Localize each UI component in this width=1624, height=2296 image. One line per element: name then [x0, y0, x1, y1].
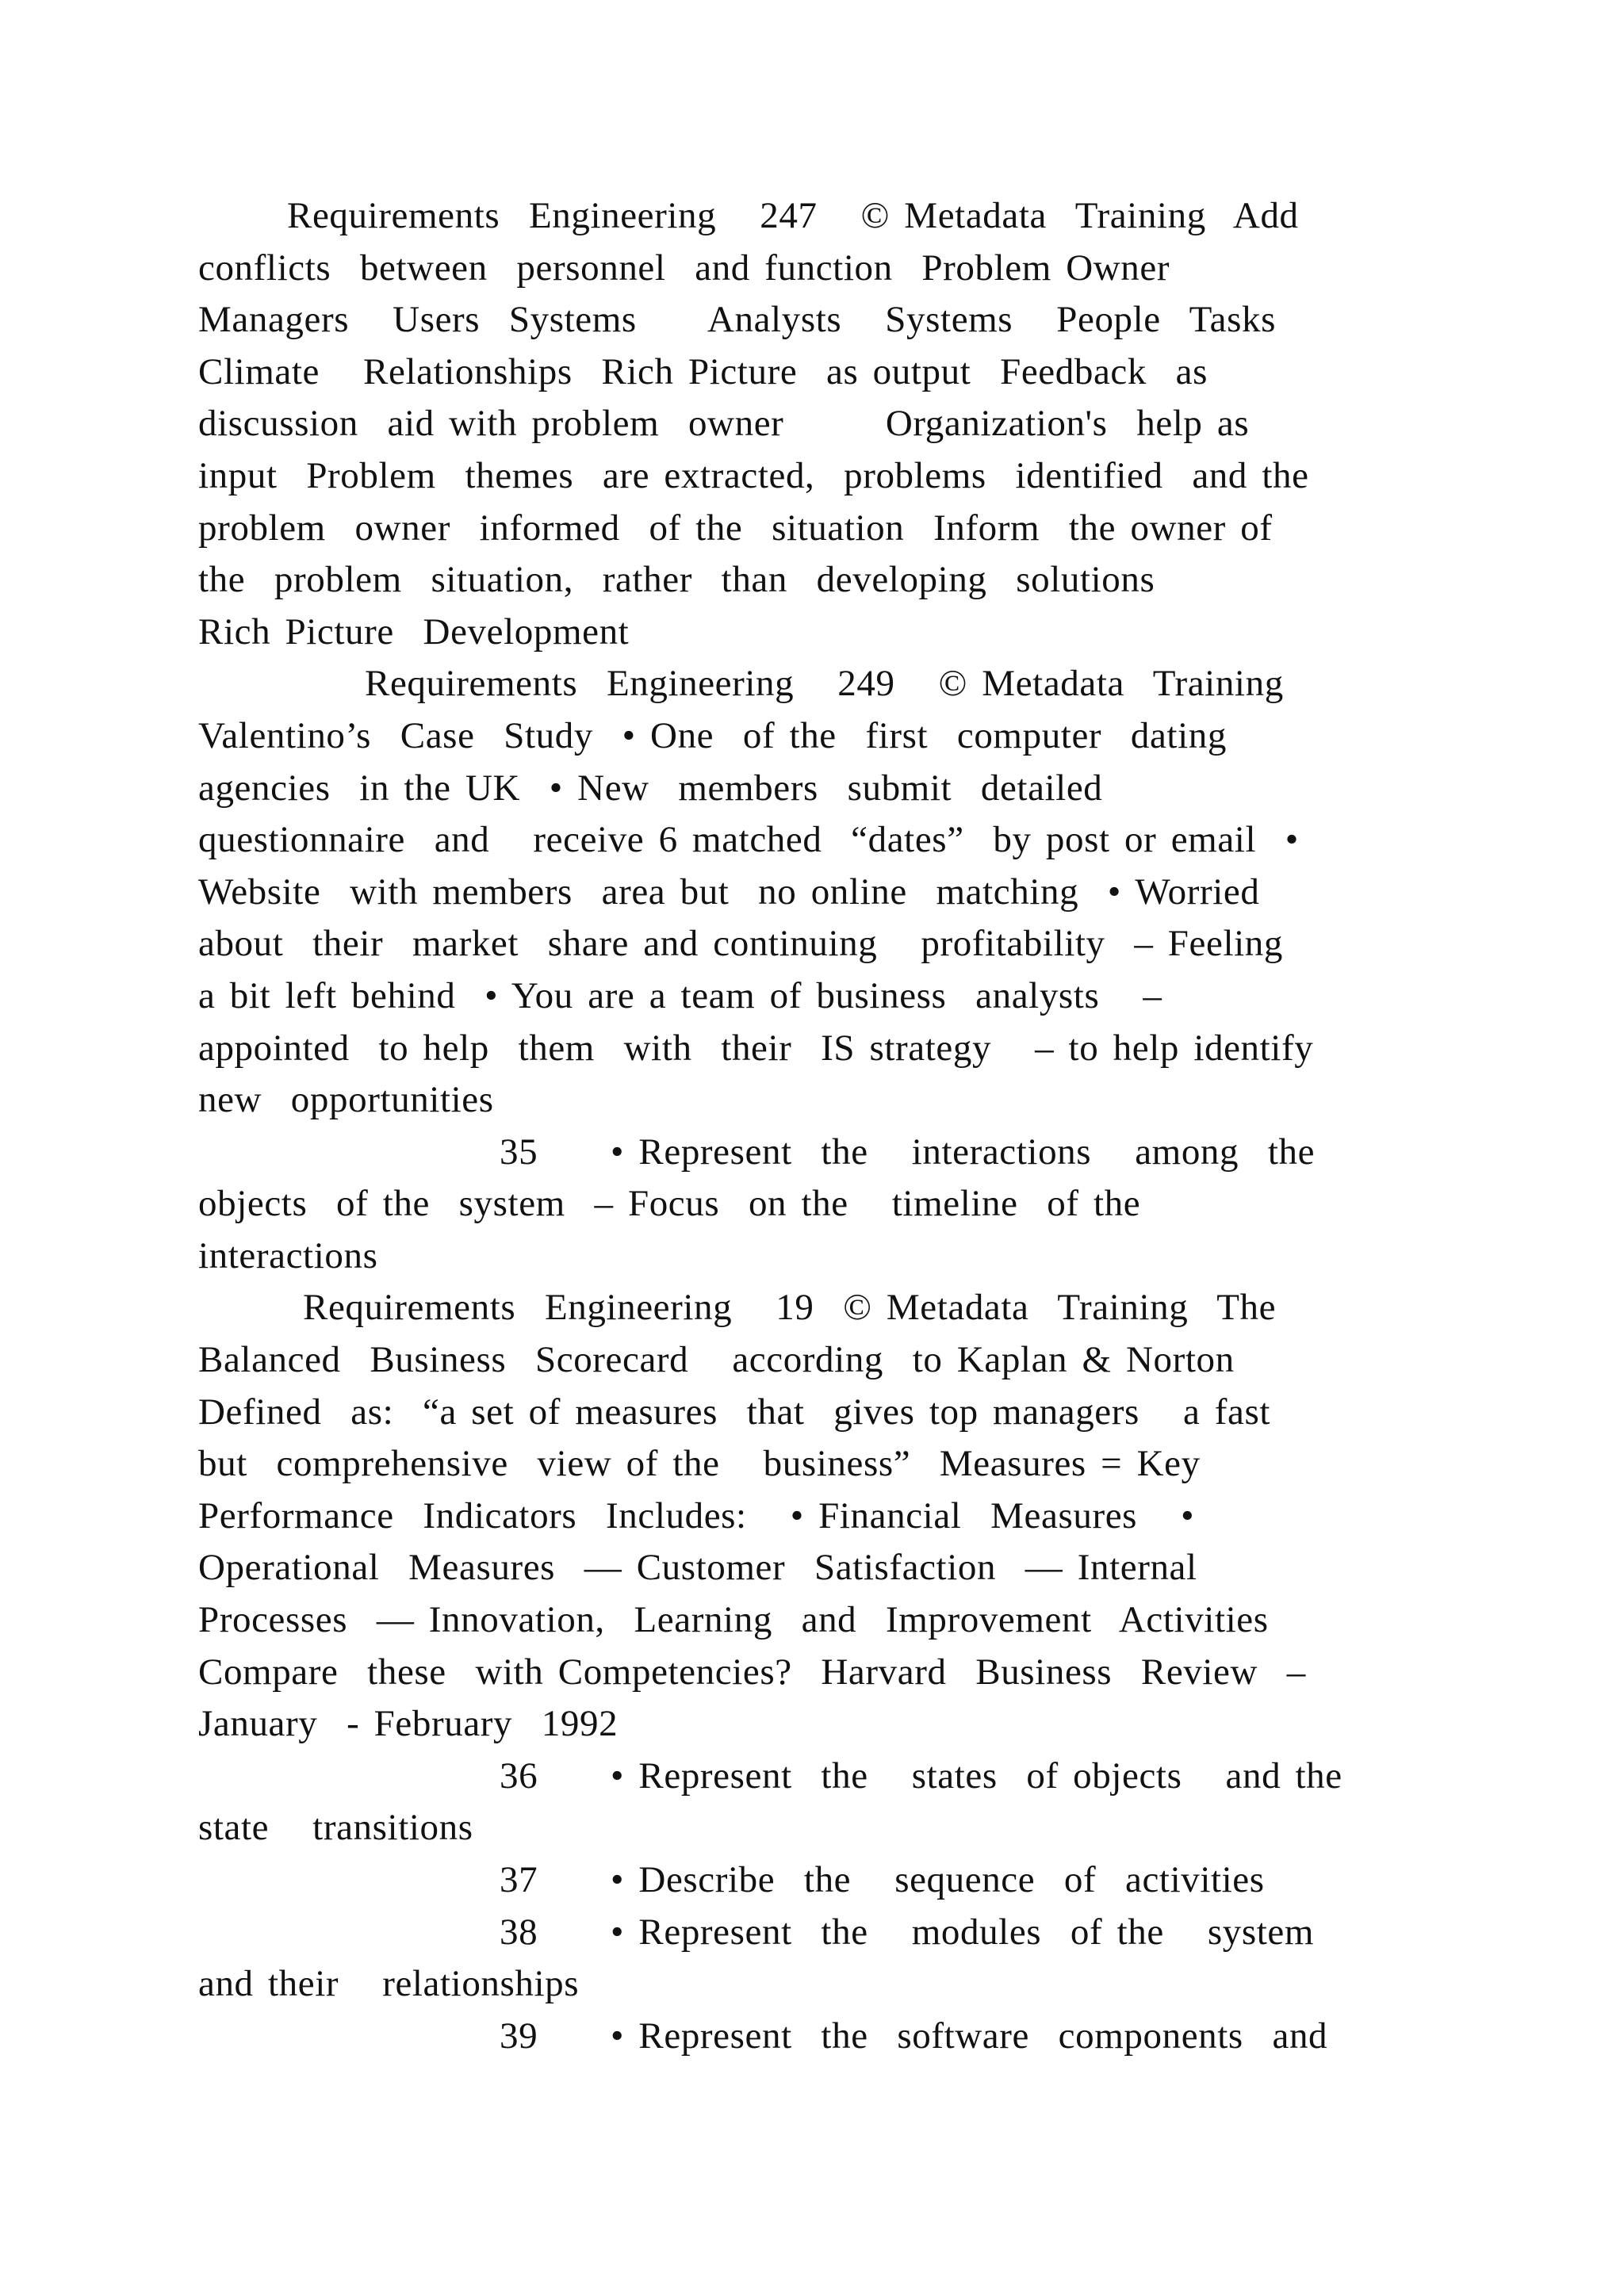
text-line: Managers Users Systems Analysts Systems People Tasks — [198, 299, 1276, 341]
text-line: questionnaire and receive 6 matched “dates” by post or email • — [198, 819, 1299, 861]
text-line: Balanced Business Scorecard according to Kaplan & Norton — [198, 1339, 1235, 1381]
text-line: Valentino’s Case Study • One of the first computer dating — [198, 714, 1227, 756]
text-line: objects of the system – Focus on the timeline of the — [198, 1183, 1141, 1225]
text-line: Requirements Engineering 249 © Metadata Training — [365, 663, 1284, 705]
numbered-line — [198, 1751, 1435, 1803]
text-line: agencies in the UK • New members submit detailed — [198, 767, 1103, 809]
numbered-line — [198, 1127, 1435, 1179]
item-text: • Represent the interactions among the — [611, 1131, 1316, 1173]
text-line: Rich Picture Development — [198, 610, 630, 652]
text-line: Performance Indicators Includes: • Financial Measures • — [198, 1494, 1195, 1536]
text-line: Website with members area but no online matching • Worried — [198, 871, 1260, 913]
text-line: conflicts between personnel and function Problem Owner — [198, 247, 1170, 289]
text-line: about their market share and continuing profitability – Feeling — [198, 923, 1283, 965]
item-number: 36 — [500, 1755, 538, 1797]
numbered-line — [198, 1907, 1435, 1959]
numbered-line — [198, 1854, 1435, 1907]
text-line: discussion aid with problem owner Organization's help as — [198, 403, 1250, 445]
item-number: 39 — [500, 2015, 538, 2057]
item-text: • Represent the software components and — [611, 2015, 1328, 2057]
text-line: Processes — Innovation, Learning and Improvement Activities — [198, 1599, 1269, 1641]
text-line: a bit left behind • You are a team of business analysts – — [198, 974, 1162, 1016]
text-line: Climate Relationships Rich Picture as output Feedback as — [198, 350, 1208, 392]
item-number: 35 — [500, 1131, 538, 1173]
item-text: • Represent the modules of the system — [611, 1911, 1315, 1953]
text-line: Defined as: “a set of measures that gives top managers a fast — [198, 1391, 1271, 1433]
text-line: appointed to help them with their IS strategy – to help identify — [198, 1027, 1314, 1069]
item-text: • Describe the sequence of activities — [611, 1859, 1265, 1900]
text-line: problem owner informed of the situation Inform the owner of — [198, 507, 1273, 549]
numbered-line — [198, 2011, 1435, 2063]
item-number: 38 — [500, 1911, 538, 1953]
text-line: and their relationships — [198, 1963, 580, 2005]
text-line: but comprehensive view of the business” Measures = Key — [198, 1443, 1201, 1485]
text-line: state transitions — [198, 1807, 473, 1849]
text-line: Requirements Engineering 19 © Metadata Training The — [303, 1287, 1277, 1329]
text-line: Requirements Engineering 247 © Metadata Training Add — [287, 195, 1299, 236]
text-line: the problem situation, rather than developing solutions — [198, 559, 1155, 601]
text-line: Operational Measures — Customer Satisfaction — Internal — [198, 1547, 1197, 1589]
text-line: Compare these with Competencies? Harvard Business Review – — [198, 1651, 1306, 1693]
text-line: interactions — [198, 1234, 378, 1276]
text-line: new opportunities — [198, 1079, 494, 1121]
document-text — [198, 190, 1435, 2062]
text-line: January - February 1992 — [198, 1703, 619, 1745]
item-number: 37 — [500, 1859, 538, 1900]
item-text: • Represent the states of objects and the — [611, 1755, 1342, 1797]
text-line: input Problem themes are extracted, problems identified and the — [198, 454, 1309, 496]
